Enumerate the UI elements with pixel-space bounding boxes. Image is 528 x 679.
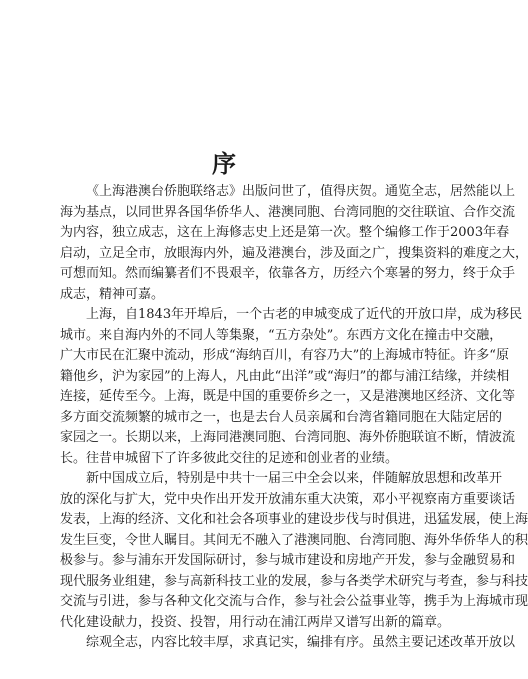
paragraph bbox=[60, 469, 528, 633]
text-line: 家园之一。长期以来，上海同港澳同胞、台湾同胞、海外侨胞联谊不断，情波流 bbox=[60, 430, 516, 445]
text-line: 新中国成立后，特别是中共十一届三中全会以来，伴随解放思想和改革开 bbox=[86, 471, 503, 486]
text-line: 可想而知。然而编纂者们不畏艰辛，依靠各方，历经六个寒暑的努力，终于众手 bbox=[60, 266, 516, 281]
text-line: 启动，立足全市，放眼海内外，遍及港澳台，涉及面之广，搜集资料的难度之大， bbox=[60, 245, 528, 261]
text-line: 多方面交流频繁的城市之一，也是去台人员亲属和台湾省籍同胞在大陆定居的 bbox=[60, 409, 503, 425]
text-line: 成志，精神可嘉。 bbox=[60, 286, 165, 302]
text-line: 交流与引进，参与各种文化交流与合作，参与社会公益事业等，携手为上海城市现 bbox=[60, 594, 528, 609]
text-line: 极参与。参与浦东开发国际研讨，参与城市建设和房地产开发，参与金融贸易和 bbox=[60, 553, 516, 568]
text-line: 城市。来自海内外的不同人等集聚，“五方杂处”。东西方文化在撞击中交融， bbox=[60, 327, 503, 343]
text-line: 为内容，独立成志，这在上海修志史上还是第一次。整个编修工作于2003年春 bbox=[60, 225, 510, 240]
text-line: 放的深化与扩大，党中央作出开发开放浦东重大决策，邓小平视察南方重要谈话 bbox=[60, 491, 516, 507]
text-line: 发表，上海的经济、文化和社会各项事业的建设步伐与时俱进，迅猛发展，使上海 bbox=[60, 512, 528, 527]
text-line: 现代服务业组建，参与高新科技工业的发展，参与各类学术研究与考查，参与科技 bbox=[60, 573, 528, 589]
text-line: 发生巨变，令世人瞩目。其间无不融入了港澳同胞、台湾同胞、海外华侨华人的积 bbox=[60, 532, 528, 548]
text-line: 综观全志，内容比较丰厚，求真记实，编排有序。虽然主要记述改革开放以 bbox=[86, 635, 516, 650]
text-line: 上海，自1843年开埠后，一个古老的申城变成了近代的开放口岸，成为移民 bbox=[86, 307, 523, 322]
text-line: 广大市民在汇聚中流动，形成“海纳百川，有容乃大”的上海城市特征。许多“原 bbox=[60, 348, 509, 363]
text-line: 代化建设献力，投资、投智，用行动在浦江两岸又谱写出新的篇章。 bbox=[60, 614, 451, 630]
page-title: 序 bbox=[212, 149, 238, 178]
text-line: 连接，延传至今。上海，既是中国的重要侨乡之一，又是港澳地区经济、文化等 bbox=[60, 389, 516, 404]
paragraph bbox=[60, 305, 523, 469]
text-line: 长。往昔申城留下了许多彼此交往的足迹和创业者的业绩。 bbox=[60, 450, 399, 466]
text-line: 海为基点，以同世界各国华侨华人、港澳同胞、台湾同胞的交往联谊、合作交流 bbox=[60, 204, 516, 220]
text-line: 籍他乡，沪为家园”的上海人，凡由此“出洋”或“海归”的都与浦江结缘，并续相 bbox=[60, 368, 510, 384]
text-line: 《上海港澳台侨胞联络志》出版问世了，值得庆贺。通览全志，居然能以上 bbox=[86, 184, 516, 199]
paragraph bbox=[60, 182, 528, 305]
paragraph bbox=[60, 633, 516, 654]
preface-body bbox=[60, 182, 528, 654]
